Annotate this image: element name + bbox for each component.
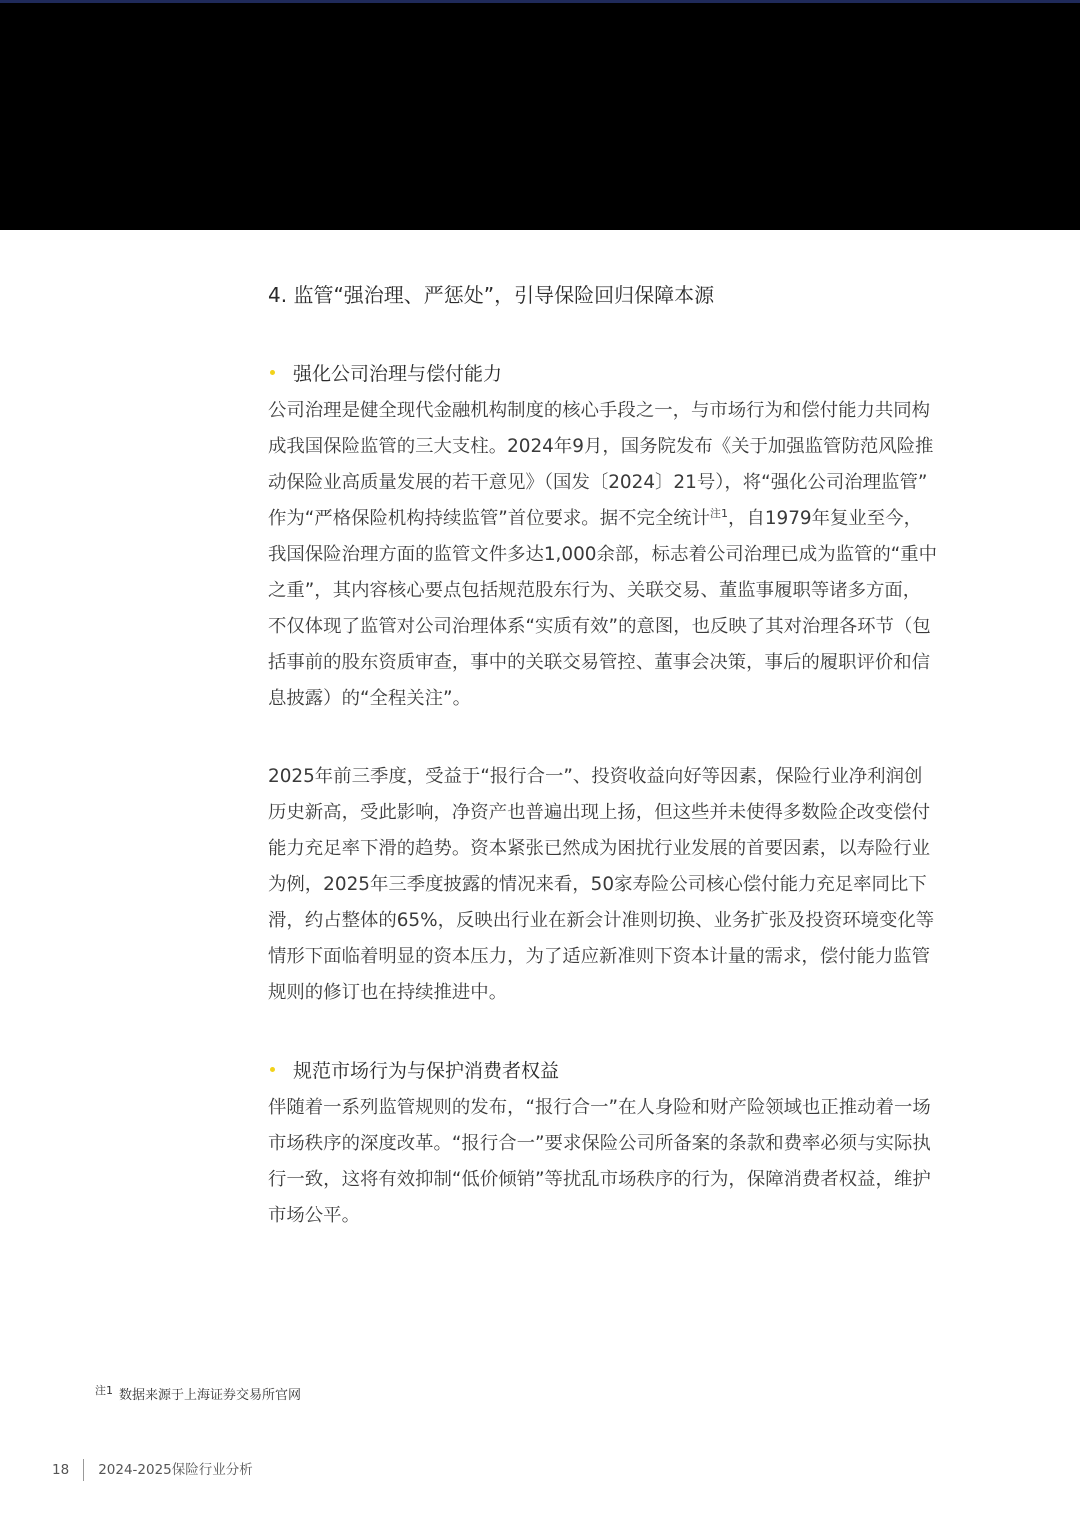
section-title: 4. 监管“强治理、严惩处”，引导保险回归保障本源: [268, 283, 715, 307]
paragraph-line: 能力充足率下滑的趋势。资本紧张已然成为困扰行业发展的首要因素，以寿险行业: [268, 838, 931, 859]
footer-divider: [83, 1459, 84, 1481]
paragraph-line: 市场公平。: [268, 1205, 360, 1226]
footnote-mark: 注1: [95, 1384, 113, 1397]
subsection-heading-market-conduct: [268, 1057, 559, 1085]
paragraph-line: 公司治理是健全现代金融机构制度的核心手段之一，与市场行为和偿付能力共同构: [268, 400, 931, 421]
page-number: 18: [52, 1462, 70, 1478]
paragraph-line: 市场秩序的深度改革。“报行合一”要求保险公司所备案的条款和费率必须与实际执: [268, 1133, 931, 1154]
paragraph-line: 动保险业高质量发展的若干意见》（国发〔2024〕21号），将“强化公司治理监管”: [268, 472, 928, 493]
header-image-band: [0, 0, 1080, 230]
paragraph-line: 滑，约占整体的65%，反映出行业在新会计准则切换、业务扩张及投资环境变化等: [268, 910, 935, 931]
paragraph-line: 规则的修订也在持续推进中。: [268, 982, 508, 1003]
paragraph-line: 历史新高，受此影响，净资产也普遍出现上扬，但这些并未使得多数险企改变偿付: [268, 802, 931, 823]
paragraph-line: 不仅体现了监管对公司治理体系“实质有效”的意图，也反映了其对治理各环节（包: [268, 616, 931, 637]
paragraph-line: 括事前的股东资质审查，事中的关联交易管控、董事会决策，事后的履职评价和信: [268, 652, 931, 673]
subsection-heading-governance: [268, 360, 502, 388]
paragraph-line-text: ，自1979年复业至今，: [728, 508, 922, 529]
paragraph-line: 2025年前三季度，受益于“报行合一”、投资收益向好等因素，保险行业净利润创: [268, 766, 923, 787]
footnote-text: 数据来源于上海证券交易所官网: [119, 1388, 302, 1403]
header-top-rule: [0, 0, 1080, 3]
page-footer: [52, 1458, 253, 1482]
subsection-heading-label: 强化公司治理与偿付能力: [293, 363, 503, 385]
paragraph-line: 行一致，这将有效抑制“低价倾销”等扰乱市场秩序的行为，保障消费者权益，维护: [268, 1169, 931, 1190]
paragraph-solvency: [268, 759, 1008, 1011]
bullet-dot-icon: [270, 370, 275, 375]
footnote-reference: 注1: [710, 507, 729, 520]
paragraph-line: 之重”，其内容核心要点包括规范股东行为、关联交易、董监事履职等诸多方面，: [268, 580, 922, 601]
paragraph-line: [268, 501, 1008, 537]
paragraph-line: 成我国保险监管的三大支柱。2024年9月，国务院发布《关于加强监管防范风险推: [268, 436, 934, 457]
paragraph-line: 为例，2025年三季度披露的情况来看，50家寿险公司核心偿付能力充足率同比下: [268, 874, 927, 895]
paragraph-line: 我国保险治理方面的监管文件多达1,000余部，标志着公司治理已成为监管的“重中: [268, 544, 938, 565]
footnote: [95, 1381, 301, 1406]
paragraph-governance: [268, 393, 1008, 717]
paragraph-market-conduct: [268, 1090, 1008, 1234]
document-title: 2024-2025保险行业分析: [98, 1462, 253, 1478]
paragraph-line: 情形下面临着明显的资本压力，为了适应新准则下资本计量的需求，偿付能力监管: [268, 946, 931, 967]
paragraph-line: 伴随着一系列监管规则的发布，“报行合一”在人身险和财产险领域也正推动着一场: [268, 1097, 931, 1118]
paragraph-line-text: 作为“严格保险机构持续监管”首位要求。据不完全统计: [268, 508, 711, 529]
subsection-heading-label: 规范市场行为与保护消费者权益: [293, 1060, 560, 1082]
paragraph-line: 息披露）的“全程关注”。: [268, 688, 471, 709]
bullet-dot-icon: [270, 1067, 275, 1072]
